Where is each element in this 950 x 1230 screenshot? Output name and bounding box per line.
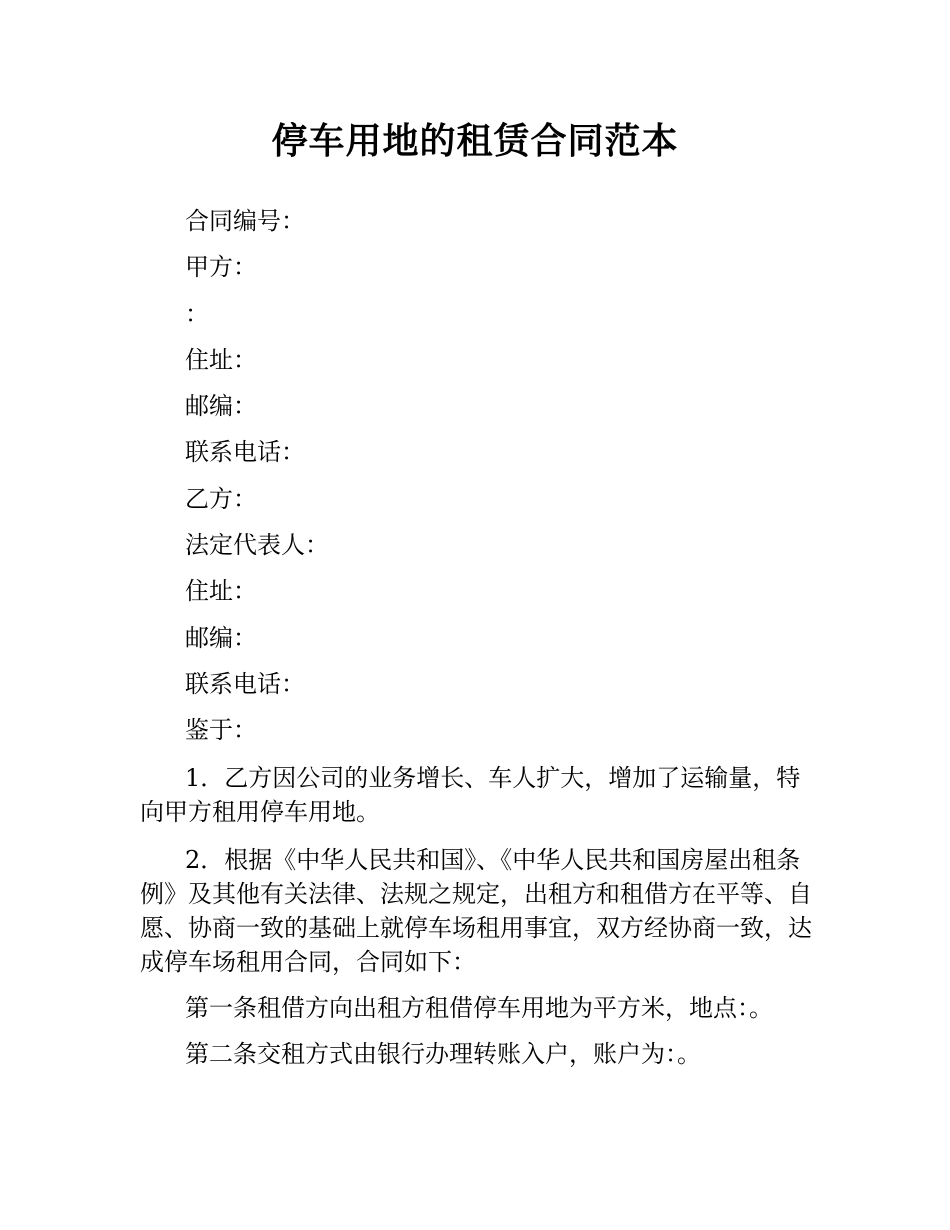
clause-1: 第一条租借方向出租方租借停车用地为平方米，地点：。 [185, 993, 773, 1022]
whereas-paragraph-1: 1．乙方因公司的业务增长、车人扩大，增加了运输量，特向甲方租用停车用地。 [140, 763, 801, 826]
document-body [140, 198, 820, 1077]
party-b-address-field: 住址： [185, 577, 257, 606]
party-a-field: 甲方： [185, 253, 257, 282]
contract-number-field: 合同编号： [185, 207, 305, 235]
document-title: 停车用地的租赁合同范本 [271, 121, 679, 162]
party-b-legal-rep-field: 法定代表人： [185, 531, 329, 560]
clause-2: 第二条交租方式由银行办理转账入户，账户为：。 [185, 1039, 701, 1068]
party-a-blank-field: ： [185, 299, 209, 328]
party-a-postcode-field: 邮编： [185, 392, 257, 421]
party-b-field: 乙方： [185, 484, 257, 513]
party-a-address-field: 住址： [185, 345, 257, 374]
party-b-phone-field: 联系电话： [185, 669, 305, 698]
whereas-heading: 鉴于： [185, 716, 257, 745]
party-a-phone-field: 联系电话： [185, 438, 305, 467]
party-b-postcode-field: 邮编： [185, 623, 257, 652]
whereas-paragraph-2: 2．根据《中华人民共和国》、《中华人民共和国房屋出租条例》及其他有关法律、法规之规定，出租方和租借方在平等、自愿、协商一致的基础上就停车场租用事宜，双方经协商一致，达成停车场租用合同，合同如下： [140, 845, 812, 976]
